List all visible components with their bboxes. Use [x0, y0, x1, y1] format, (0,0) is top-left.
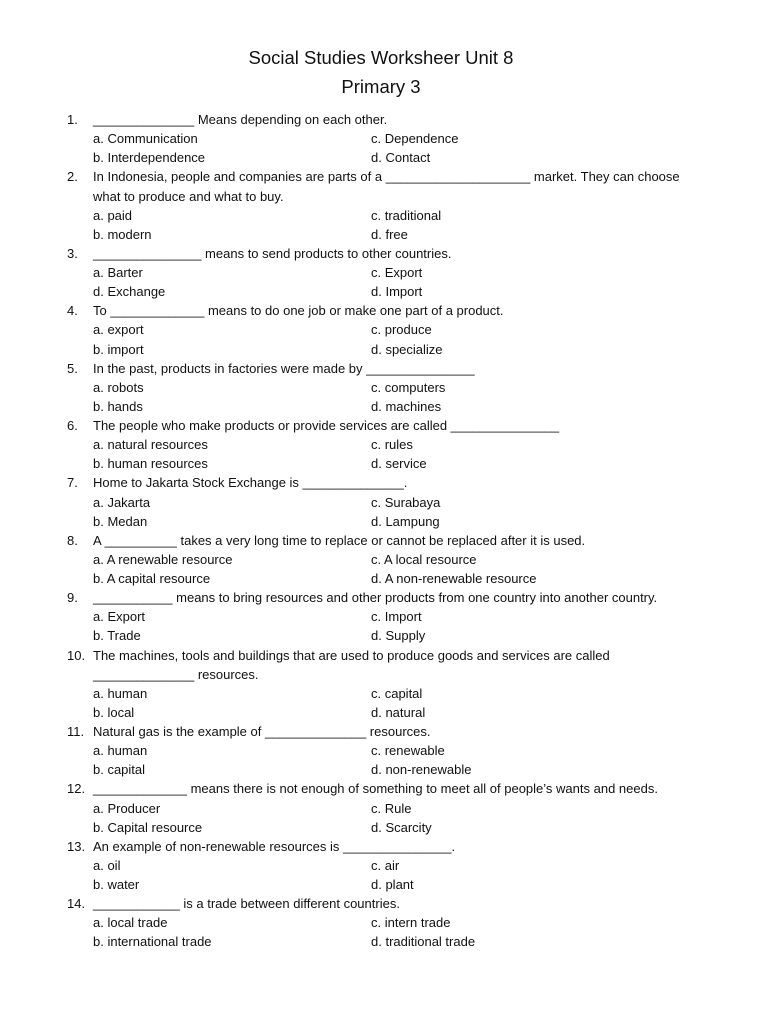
question-text: ______________ Means depending on each other.: [93, 112, 388, 127]
question-line: [0, 531, 768, 550]
answer-option: b. capital: [93, 762, 146, 778]
answer-option: d. A non-renewable resource: [371, 571, 537, 586]
worksheet-title: Social Studies Worksheer Unit 8: [248, 47, 514, 68]
answer-option: b. water: [93, 877, 140, 892]
answer-row: [0, 607, 768, 626]
answer-option: a. human: [93, 685, 148, 701]
question-item: [0, 722, 768, 779]
answer-option: a. Barter: [93, 265, 143, 280]
answer-row: [0, 913, 768, 932]
answer-row: [0, 856, 768, 875]
question-line: [0, 837, 768, 856]
question-line: [0, 416, 768, 435]
answer-option: c. traditional: [371, 207, 442, 223]
answer-option: a. Producer: [93, 800, 161, 816]
question-number: 7.: [67, 475, 78, 491]
question-number: 8.: [67, 532, 78, 548]
question-line: [0, 722, 768, 741]
answer-option: d. free: [371, 226, 408, 242]
answer-row: [0, 263, 768, 282]
question-line: [0, 473, 768, 492]
answer-option: b. hands: [93, 398, 143, 414]
answer-option: a. human: [93, 743, 148, 759]
answer-option: a. local trade: [93, 915, 168, 931]
answer-option: b. A capital resource: [93, 571, 211, 586]
question-text: An example of non-renewable resources is _______________.: [93, 838, 456, 854]
answer-option: d. Scarcity: [371, 819, 432, 835]
answer-option: a. export: [93, 322, 144, 338]
answer-row: [0, 282, 768, 301]
answer-option: c. capital: [371, 685, 423, 701]
answer-row: [0, 206, 768, 225]
question-item: [0, 588, 768, 645]
answer-option: a. paid: [93, 207, 133, 223]
answer-row: [0, 512, 768, 531]
question-item: [0, 416, 768, 473]
question-number: 12.: [67, 781, 86, 797]
answer-row: [0, 760, 768, 779]
answer-option: d. Exchange: [93, 284, 166, 300]
question-line: [0, 244, 768, 263]
answer-option: c. Export: [371, 265, 423, 280]
question-item: [0, 359, 768, 416]
question-item: [0, 167, 768, 244]
answer-option: d. traditional trade: [371, 934, 476, 950]
answer-row: [0, 340, 768, 359]
question-line: [0, 301, 768, 320]
answer-row: [0, 799, 768, 818]
question-text: ___________ means to bring resources and other products from one country into another country.: [93, 590, 658, 606]
answer-option: d. non-renewable: [371, 762, 472, 778]
answer-option: b. modern: [93, 226, 152, 242]
answer-option: a. oil: [93, 857, 121, 873]
question-item: [0, 531, 768, 588]
answer-option: c. intern trade: [371, 915, 451, 931]
question-number: 4.: [67, 303, 78, 319]
question-number: 10.: [67, 647, 86, 663]
question-line: [0, 167, 768, 186]
question-list: [0, 110, 768, 952]
answer-option: c. air: [371, 857, 400, 873]
question-line: [0, 110, 768, 129]
question-number: 5.: [67, 360, 78, 376]
answer-option: c. produce: [371, 322, 432, 338]
answer-option: b. international trade: [93, 934, 212, 950]
question-number: 11.: [67, 724, 85, 739]
answer-option: b. Interdependence: [93, 150, 206, 166]
question-number: 14.: [67, 896, 86, 912]
answer-row: [0, 932, 768, 951]
question-item: [0, 110, 768, 167]
answer-option: d. Supply: [371, 628, 426, 644]
answer-option: b. Capital resource: [93, 819, 203, 835]
question-line: [0, 646, 768, 665]
answer-option: c. Rule: [371, 800, 412, 816]
question-item: [0, 473, 768, 530]
answer-row: [0, 454, 768, 473]
answer-option: b. local: [93, 704, 135, 720]
answer-option: a. A renewable resource: [93, 551, 233, 567]
answer-row: [0, 129, 768, 148]
question-item: [0, 894, 768, 951]
answer-row: [0, 569, 768, 588]
answer-row: [0, 378, 768, 397]
worksheet-subtitle: Primary 3: [341, 76, 421, 97]
answer-row: [0, 626, 768, 645]
answer-row: [0, 818, 768, 837]
answer-option: c. Dependence: [371, 131, 459, 147]
question-text: _____________ means there is not enough of something to meet all of people’s wants and needs.: [93, 781, 658, 797]
answer-option: a. robots: [93, 379, 144, 395]
question-text: ____________ is a trade between different countries.: [93, 896, 400, 912]
answer-row: [0, 320, 768, 339]
question-text: In Indonesia, people and companies are parts of a ____________________ market. They can choose: [93, 169, 680, 185]
answer-row: [0, 875, 768, 894]
question-number: 9.: [67, 590, 78, 606]
question-number: 3.: [67, 245, 78, 261]
question-line: [0, 588, 768, 607]
answer-option: c. Import: [371, 609, 422, 625]
question-item: [0, 837, 768, 894]
answer-row: [0, 741, 768, 760]
answer-option: d. machines: [371, 398, 442, 414]
answer-option: c. A local resource: [371, 551, 477, 567]
question-item: [0, 244, 768, 301]
answer-option: d. plant: [371, 877, 414, 892]
question-text: Natural gas is the example of ______________ resources.: [93, 724, 431, 739]
answer-row: [0, 684, 768, 703]
answer-option: b. import: [93, 341, 144, 357]
answer-option: a. Communication: [93, 131, 198, 147]
question-line: [0, 359, 768, 378]
question-text: Home to Jakarta Stock Exchange is ______________.: [93, 475, 408, 491]
answer-row: [0, 550, 768, 569]
answer-row: [0, 435, 768, 454]
question-number: 6.: [67, 418, 78, 433]
question-item: [0, 779, 768, 836]
answer-row: [0, 493, 768, 512]
answer-row: [0, 148, 768, 167]
answer-option: d. Import: [371, 284, 423, 300]
question-line: [0, 665, 768, 684]
question-text: ______________ resources.: [93, 666, 259, 682]
answer-option: c. computers: [371, 379, 446, 395]
answer-option: b. Trade: [93, 628, 141, 644]
answer-row: [0, 397, 768, 416]
question-text: The machines, tools and buildings that are used to produce goods and services are called: [93, 647, 610, 663]
question-number: 2.: [67, 169, 78, 185]
answer-option: d. service: [371, 456, 427, 472]
question-text: To _____________ means to do one job or make one part of a product.: [93, 303, 504, 319]
answer-option: a. Jakarta: [93, 494, 151, 510]
question-text: In the past, products in factories were made by _______________: [93, 360, 475, 376]
question-line: [0, 187, 768, 206]
question-number: 1.: [67, 112, 78, 127]
question-text: _______________ means to send products to other countries.: [93, 245, 452, 261]
answer-option: d. Lampung: [371, 513, 440, 529]
question-text: The people who make products or provide services are called _______________: [93, 418, 560, 433]
answer-row: [0, 703, 768, 722]
question-text: A __________ takes a very long time to replace or cannot be replaced after it is used.: [93, 532, 586, 548]
answer-option: d. natural: [371, 704, 426, 720]
question-line: [0, 779, 768, 798]
answer-option: b. Medan: [93, 513, 148, 529]
answer-option: a. Export: [93, 609, 146, 625]
question-text: what to produce and what to buy.: [93, 188, 284, 204]
question-line: [0, 894, 768, 913]
answer-row: [0, 225, 768, 244]
question-number: 13.: [67, 838, 86, 854]
answer-option: b. human resources: [93, 456, 208, 472]
question-item: [0, 301, 768, 358]
answer-option: c. Surabaya: [371, 494, 441, 510]
answer-option: d. specialize: [371, 341, 443, 357]
answer-option: a. natural resources: [93, 437, 208, 453]
answer-option: c. renewable: [371, 743, 445, 759]
answer-option: d. Contact: [371, 150, 431, 166]
answer-option: c. rules: [371, 437, 413, 453]
question-item: [0, 646, 768, 723]
